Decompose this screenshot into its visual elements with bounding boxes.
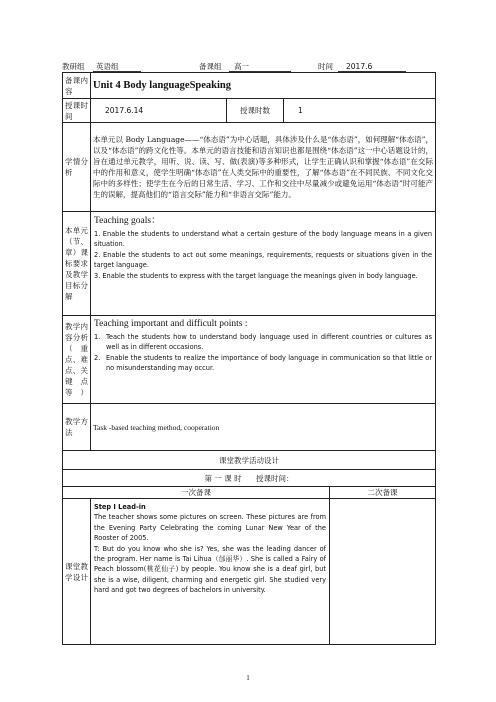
analysis-label: 学情分析 <box>63 123 91 212</box>
unit-title: Unit 4 Body languageSpeaking <box>91 73 436 99</box>
time-row-label: 授课时间 <box>63 99 91 123</box>
count-value: 1 <box>284 99 436 123</box>
goal-item: 1. Enable the students to understand what a certain gesture of the body language means in a given situation. <box>94 230 433 249</box>
step-paragraph: The teacher shows some pictures on screen. These pictures are from the Evening Party Celebrating the coming Lunar New Year of the Rooster of 2005. <box>94 513 326 543</box>
step-title: Step I Lead-in <box>94 503 146 511</box>
design-cell <box>91 499 330 645</box>
design-label: 课堂教学设计 <box>63 499 91 645</box>
group-label: 教研组 <box>62 62 85 71</box>
page-number: 1 <box>246 674 250 682</box>
point-item: 1. Teach the students how to understand body language used in different countries or cultures as well as in different occasions. <box>94 333 433 352</box>
second-prep-header: 二次备课 <box>330 487 436 499</box>
goals-label: 本单元（节、章）课标要求及教学目标分解 <box>63 212 91 316</box>
activity-design-heading: 课堂教学活动设计 <box>63 451 436 470</box>
unit-subtitle: Speaking <box>189 80 231 91</box>
time-value: 2017.6 <box>338 61 406 72</box>
first-prep-header: 一次备课 <box>63 487 330 499</box>
second-prep-cell <box>330 499 436 645</box>
point-item: 2. Enable the students to realize the importance of body language in communication so that little or no misunderstanding may occur. <box>94 353 433 373</box>
points-heading: Teaching important and difficult points : <box>94 319 248 329</box>
goals-cell <box>91 212 436 316</box>
method-label: 教学方法 <box>63 404 91 451</box>
points-cell <box>91 316 436 404</box>
lesson-date: 2017.6.14 <box>91 99 227 123</box>
analysis-text: 本单元以 Body Language——“体态语”为中心话题，具体涉及什么是“体态语”，如何理解“体态语”，以及“体态语”的跨文化性等。本单元的语言技能和语言知识也都是围绕“体态语”这一中心话题设计的，旨在通过单元教学，用听、说、读、写、做(表演)等多种形式，让学生正确认识和掌握“体态语”在交际中的作用和意义，使学生明确“体态语”在人类交际中的重要性，了解“体态语”在不同民族、不同文化交际中的多样性；使学生在今后的日常生活、学习、工作和交往中尽量减少或避免运用“体态语”时可能产生的误解，提高他们的“语言交际”能力和“非语言交际”能力。 <box>91 123 436 212</box>
lesson-line: 第 一 课 时 授课时间： <box>63 470 436 487</box>
goals-heading: Teaching goals： <box>94 216 161 226</box>
group-value: 英语组 <box>93 61 141 72</box>
method-text: Task -based teaching method, cooperation <box>91 404 436 451</box>
content-label: 备课内容 <box>63 73 91 99</box>
time-label: 时间 <box>318 62 333 71</box>
goal-item: 3. Enable the students to express with the target language the meanings given in body language. <box>94 271 418 280</box>
points-label: 教学内容分析（重点、难点、关键点等） <box>63 316 91 404</box>
count-label: 授课时数 <box>227 99 284 123</box>
prep-value: 高一 <box>229 61 291 72</box>
lesson-plan-table <box>62 72 436 645</box>
prep-label: 备课组 <box>199 62 222 71</box>
step-paragraph: T: But do you know who she is? Yes, she was the leading dancer of the program. Her name is Tai Lihua（邰丽华）. She is called a Fairy of Peach blossom(桃花仙子) by people. You know she is a deaf girl, but she is a wise, diligent, charming and energetic girl. She studied very hard and got two degrees of bachelors in university. <box>94 544 326 595</box>
goal-item: 2. Enable the students to act out some meanings, requirements, requests or situations given in the target language. <box>94 250 433 270</box>
